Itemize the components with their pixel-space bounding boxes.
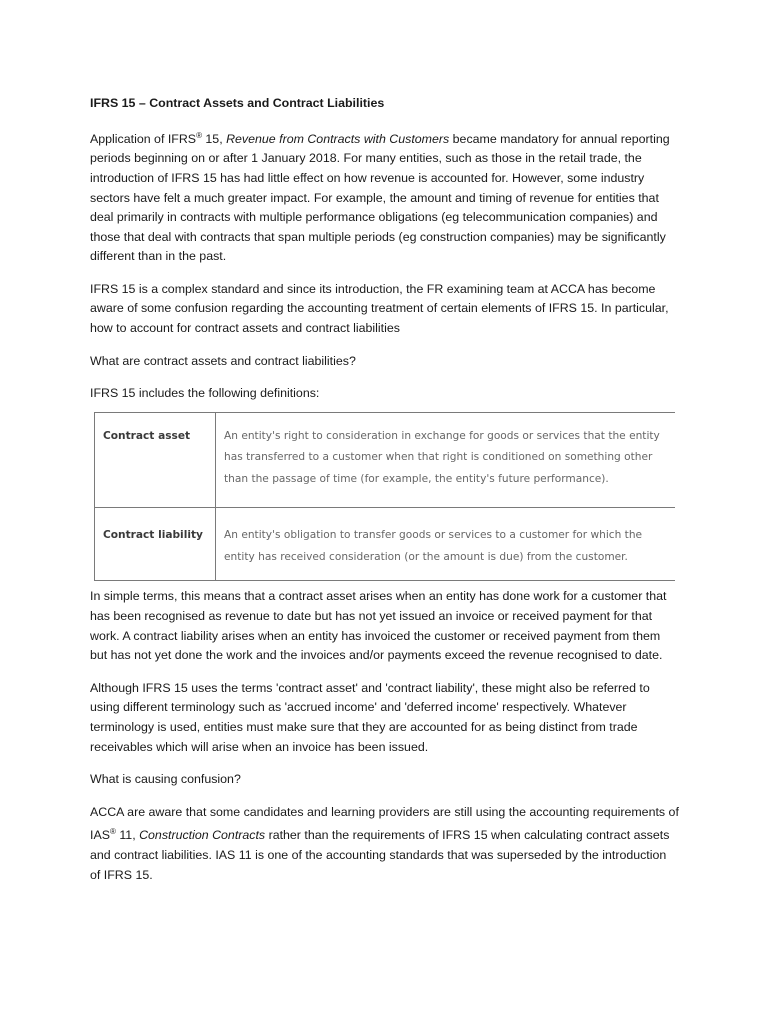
question-heading-confusion: What is causing confusion? (90, 772, 241, 787)
paragraph-definitions-intro: IFRS 15 includes the following definitions: (90, 386, 320, 401)
definition-text: An entity's right to consideration in exchange for goods or services that the entity has transferred to a customer when that right is conditioned on something other than the passage of time (for example, the entity's future performance). (216, 412, 676, 508)
definitions-table (94, 412, 675, 582)
paragraph-ias11: ACCA are aware that some candidates and learning providers are still using the accounting requirements of IAS® 11, Construction Contracts rather than the requirements of IFRS 15 when calculating contract assets and contract liabilities. IAS 11 is one of the accounting standards that was superseded by the introduction of IFRS 15. (90, 804, 679, 882)
document-title: IFRS 15 – Contract Assets and Contract Liabilities (90, 96, 385, 110)
paragraph-complexity: IFRS 15 is a complex standard and since its introduction, the FR examining team at ACCA has become aware of some confusion regarding the accounting treatment of certain elements of IFRS 15. In particular, how to account for contract assets and contract liabilities (90, 281, 669, 336)
document-body (90, 94, 680, 898)
paragraph-intro: Application of IFRS® 15, Revenue from Contracts with Customers became mandatory for annual reporting periods beginning on or after 1 January 2018. For many entities, such as those in the retail trade, the introduction of IFRS 15 has had little effect on how revenue is accounted for. However, some industry sectors have felt a much greater impact. For example, the amount and timing of revenue for entities that deal primarily in contracts with multiple performance obligations (eg telecommunication companies) and those that deal with contracts that span multiple periods (eg construction companies) may be significantly different than in the past. (90, 130, 670, 264)
definition-row-contract-liability (95, 508, 676, 581)
definition-term: Contract asset (95, 412, 216, 508)
definition-term: Contract liability (95, 508, 216, 581)
standard-title-ifrs15: Revenue from Contracts with Customers (226, 131, 450, 146)
definition-row-contract-asset (95, 412, 676, 508)
question-heading-definitions: What are contract assets and contract liabilities? (90, 353, 356, 368)
standard-title-ias11: Construction Contracts (139, 828, 266, 843)
paragraph-terminology: Although IFRS 15 uses the terms 'contract asset' and 'contract liability', these might also be referred to using different terminology such as 'accrued income' and 'deferred income' respectively. Whatever terminology is used, entities must make sure that they are accounted for as being distinct from trade receivables which will arise when an invoice has been issued. (90, 680, 650, 754)
paragraph-simple-terms: In simple terms, this means that a contract asset arises when an entity has done work for a customer that has been recognised as revenue to date but has not yet issued an invoice or received payment for that work. A contract liability arises when an entity has invoiced the customer or received payment from them but has not yet done the work and the invoices and/or payments exceed the revenue recognised to date. (90, 589, 667, 663)
definition-text: An entity's obligation to transfer goods or services to a customer for which the entity has received consideration (or the amount is due) from the customer. (216, 508, 676, 581)
